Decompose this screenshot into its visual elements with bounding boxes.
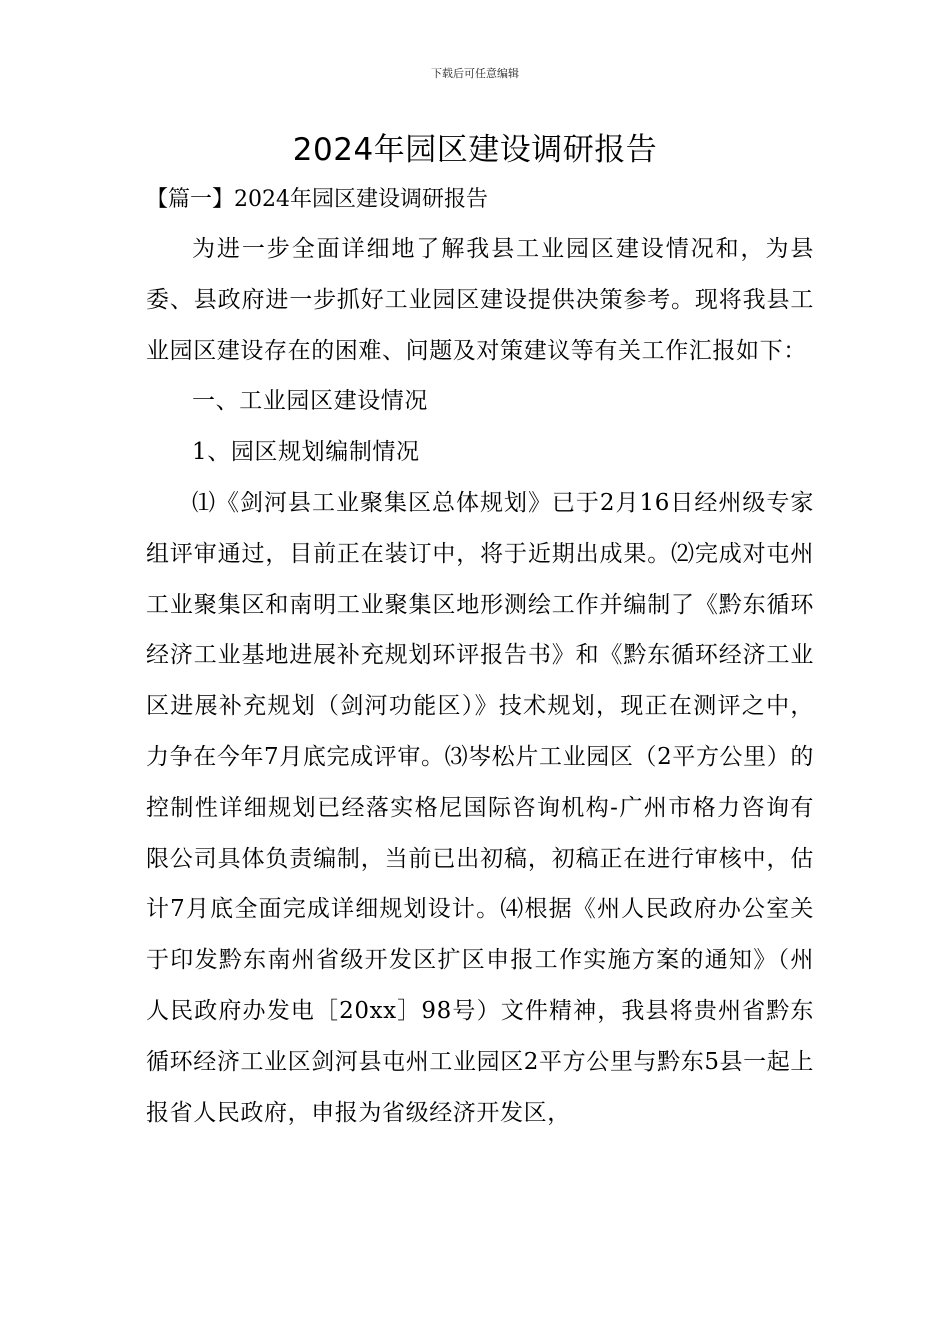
document-title: 2024年园区建设调研报告	[292, 132, 658, 168]
section-heading: 【篇一】2024年园区建设调研报告	[146, 187, 488, 212]
paragraph-intro: 为进一步全面详细地了解我县工业园区建设情况和，为县委、县政府进一步抓好工业园区建设提供决策参考。现将我县工业园区建设存在的困难、问题及对策建议等有关工作汇报如下：	[146, 236, 814, 364]
paragraph-subheading-1: 1、园区规划编制情况	[192, 439, 420, 466]
paragraph-planning-details: ⑴《剑河县工业聚集区总体规划》已于2月16日经州级专家组评审通过，目前正在装订中，将于近期出成果。⑵完成对屯州工业聚集区和南明工业聚集区地形测绘工作并编制了《黔东循环经济工业基地进展补充规划环评报告书》和《黔东循环经济工业区进展补充规划（剑河功能区）》技术规划，现正在测评之中，力争在今年7月底完成评审。⑶岑松片工业园区（2平方公里）的控制性详细规划已经落实格尼国际咨询机构-广州市格力咨询有限公司具体负责编制，当前已出初稿，初稿正在进行审核中，估计7月底全面完成详细规划设计。⑷根据《州人民政府办公室关于印发黔东南州省级开发区扩区申报工作实施方案的通知》（州人民政府办发电［20xx］98号）文件精神，我县将贵州省黔东循环经济工业区剑河县屯州工业园区2平方公里与黔东5县一起上报省人民政府，申报为省级经济开发区，	[146, 489, 814, 1126]
header-note: 下载后可任意编辑	[431, 67, 519, 80]
body-text	[146, 224, 814, 1138]
paragraph-heading-1: 一、工业园区建设情况	[192, 388, 428, 415]
